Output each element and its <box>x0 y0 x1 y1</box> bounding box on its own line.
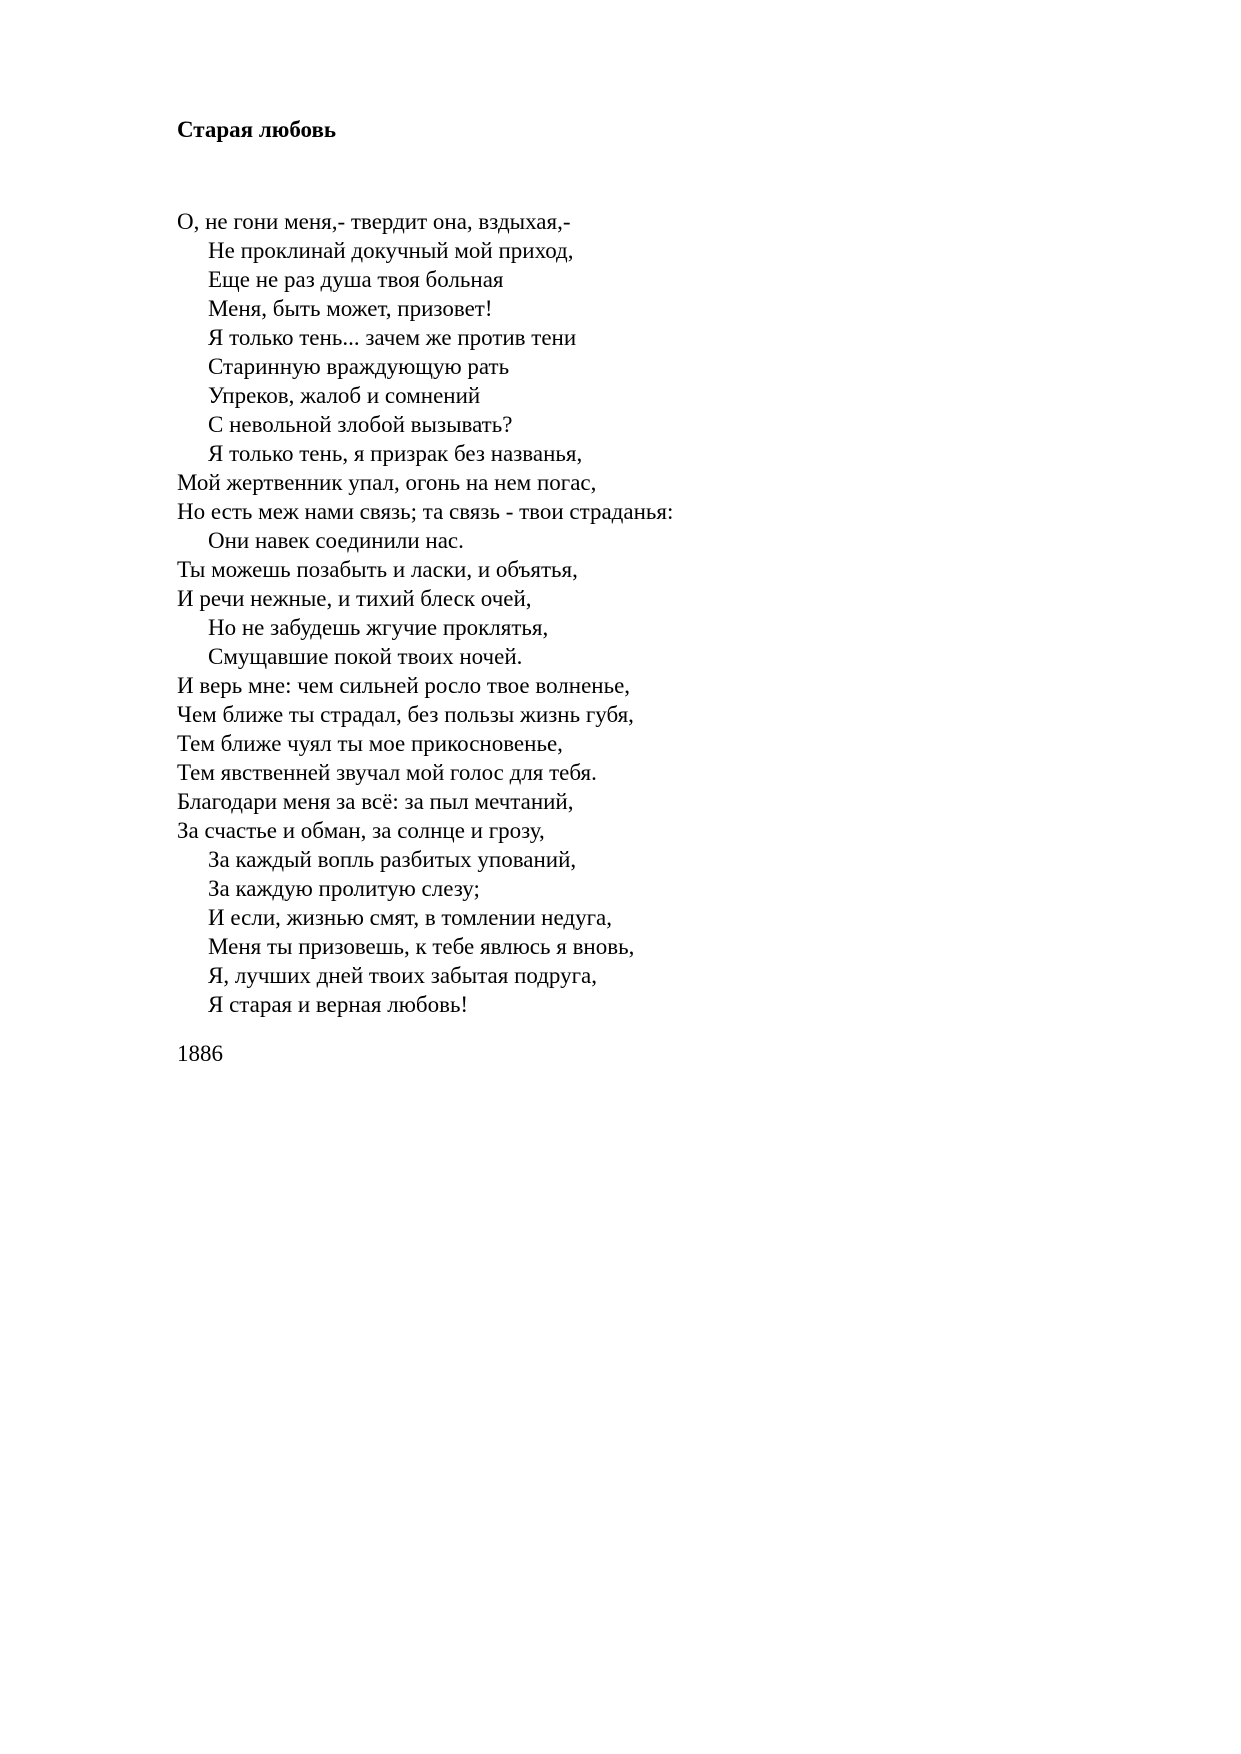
poem-line: И если, жизнью смят, в томлении недуга, <box>208 905 612 930</box>
poem-line: Тем ближе чуял ты мое прикосновенье, <box>177 731 563 756</box>
poem-line: Ты можешь позабыть и ласки, и объятья, <box>177 557 578 582</box>
poem-line: Но не забудешь жгучие проклятья, <box>208 615 549 640</box>
poem-line: Я только тень... зачем же против тени <box>208 325 577 350</box>
poem-year: 1886 <box>177 1041 223 1066</box>
poem-line: Они навек соединили нас. <box>208 528 464 553</box>
poem-line: Смущавшие покой твоих ночей. <box>208 644 523 669</box>
poem-line: За каждый вопль разбитых упований, <box>208 847 577 872</box>
poem-line: И речи нежные, и тихий блеск очей, <box>177 586 532 611</box>
poem-line: Упреков, жалоб и сомнений <box>208 383 481 408</box>
poem-line: И верь мне: чем сильней росло твое волненье, <box>177 673 631 698</box>
poem-line: О, не гони меня,- твердит она, вздыхая,- <box>177 209 571 234</box>
poem-line: Старинную враждующую рать <box>208 354 510 379</box>
poem-line: Мой жертвенник упал, огонь на нем погас, <box>177 470 597 495</box>
poem-line: За каждую пролитую слезу; <box>208 876 480 901</box>
poem-line: Чем ближе ты страдал, без пользы жизнь губя, <box>177 702 634 727</box>
poem-line: Тем явственней звучал мой голос для тебя. <box>177 760 597 785</box>
poem-line: Меня ты призовешь, к тебе явлюсь я вновь, <box>208 934 635 959</box>
poem-line: Еще не раз душа твоя больная <box>208 267 504 292</box>
poem-line: Благодари меня за всё: за пыл мечтаний, <box>177 789 574 814</box>
poem-line: Не проклинай докучный мой приход, <box>208 238 574 263</box>
poem-title: Старая любовь <box>177 117 337 142</box>
poem-body <box>177 207 673 1019</box>
poem-line: За счастье и обман, за солнце и грозу, <box>177 818 545 843</box>
poem-line: Меня, быть может, призовет! <box>208 296 493 321</box>
poem-line: Но есть меж нами связь; та связь - твои страданья: <box>177 499 674 524</box>
poem-line: С невольной злобой вызывать? <box>208 412 513 437</box>
poem-line: Я, лучших дней твоих забытая подруга, <box>208 963 598 988</box>
poem-line: Я только тень, я призрак без названья, <box>208 441 583 466</box>
poem-line: Я старая и верная любовь! <box>208 992 469 1017</box>
